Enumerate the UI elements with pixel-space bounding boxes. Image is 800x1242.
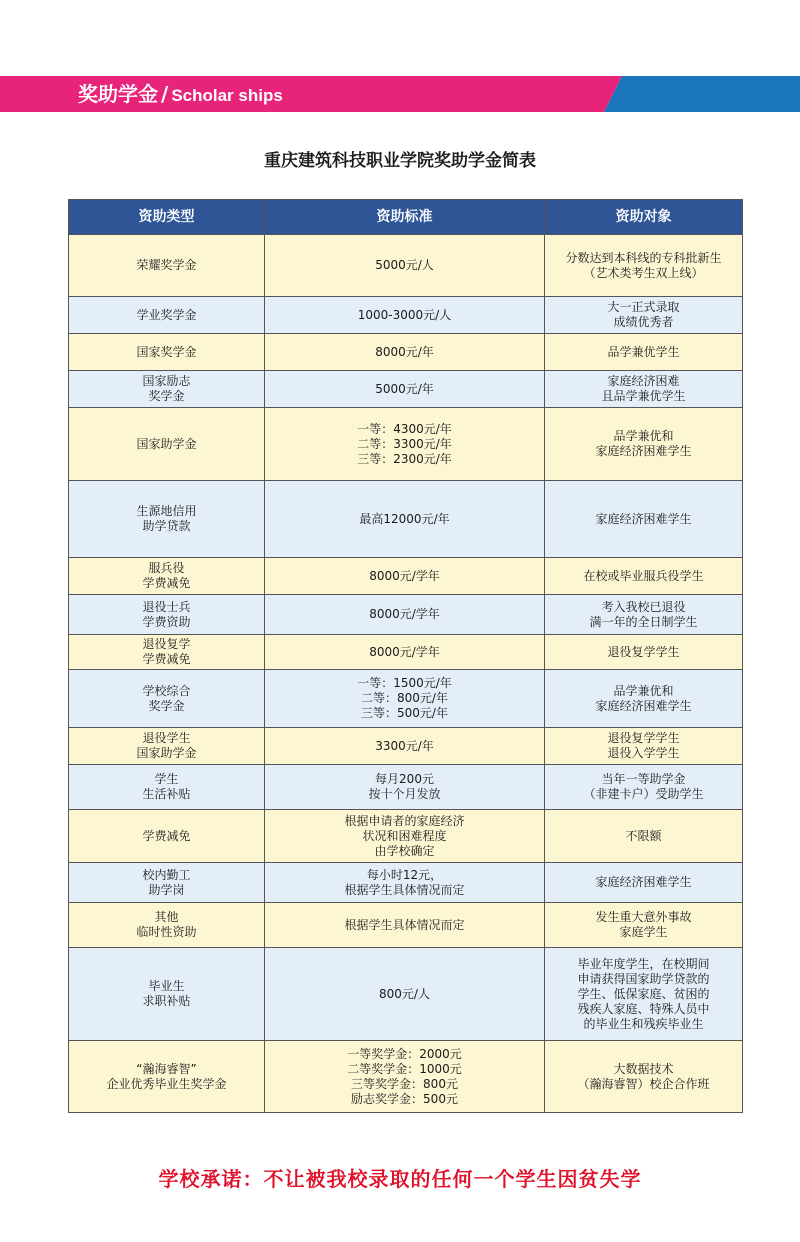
header-target: 资助对象 bbox=[545, 200, 743, 235]
cell-line: 8000元/学年 bbox=[369, 607, 440, 621]
cell-line: 最高12000元/年 bbox=[359, 511, 450, 526]
cell-line: 学费资助 bbox=[142, 614, 191, 629]
cell-line: 每月200元 bbox=[375, 772, 434, 786]
cell-target bbox=[545, 408, 743, 481]
cell-target bbox=[545, 903, 743, 948]
cell-type bbox=[69, 235, 265, 297]
cell-line: 学生 bbox=[154, 772, 179, 786]
cell-line: 服兵役 bbox=[148, 561, 185, 575]
cell-line: 品学兼优和 bbox=[613, 429, 674, 443]
cell-line: 学业奖学金 bbox=[136, 307, 197, 322]
table-header-row bbox=[69, 200, 743, 235]
cell-target bbox=[545, 765, 743, 810]
cell-line: 8000元/学年 bbox=[369, 568, 440, 583]
cell-standard bbox=[265, 903, 545, 948]
cell-line: 根据申请者的家庭经济 bbox=[344, 813, 465, 828]
cell-target bbox=[545, 558, 743, 595]
banner-title bbox=[78, 76, 283, 112]
cell-line: 奖学金 bbox=[148, 698, 185, 713]
cell-target bbox=[545, 334, 743, 371]
cell-line: 家庭经济困难学生 bbox=[595, 444, 692, 458]
table-row bbox=[69, 1041, 743, 1113]
header-standard: 资助标准 bbox=[265, 200, 545, 235]
cell-line: 残疾人家庭、特殊人员中 bbox=[577, 1001, 710, 1016]
table-row bbox=[69, 635, 743, 670]
cell-line: 家庭经济困难学生 bbox=[595, 875, 692, 889]
school-promise: 学校承诺：不让被我校录取的任何一个学生因贫失学 bbox=[158, 1167, 642, 1191]
table-row bbox=[69, 810, 743, 863]
cell-line: 在校或毕业服兵役学生 bbox=[583, 568, 704, 583]
cell-line: 分数达到本科线的专科批新生 bbox=[565, 250, 722, 265]
table-row bbox=[69, 371, 743, 408]
cell-line: 国家励志 bbox=[142, 374, 191, 388]
cell-line: 8000元/年 bbox=[375, 344, 434, 359]
table-row bbox=[69, 863, 743, 903]
cell-line: 退役复学 bbox=[142, 637, 191, 651]
cell-line: 求职补贴 bbox=[142, 994, 191, 1008]
cell-line: 国家助学金 bbox=[136, 436, 197, 451]
cell-target bbox=[545, 235, 743, 297]
cell-type bbox=[69, 635, 265, 670]
table-body bbox=[69, 235, 743, 1113]
cell-line: 满一年的全日制学生 bbox=[589, 614, 698, 629]
cell-target bbox=[545, 948, 743, 1041]
cell-type bbox=[69, 1041, 265, 1113]
cell-line: 品学兼优学生 bbox=[607, 344, 680, 359]
cell-line: 校内勤工 bbox=[142, 867, 191, 882]
banner-blue-band bbox=[604, 76, 800, 112]
cell-line: 3300元/年 bbox=[375, 738, 434, 753]
cell-line: 生活补贴 bbox=[142, 787, 191, 801]
page-title: 重庆建筑科技职业学院奖助学金简表 bbox=[264, 151, 536, 171]
table-row bbox=[69, 670, 743, 728]
cell-line: 学费减免 bbox=[142, 828, 191, 843]
cell-target bbox=[545, 1041, 743, 1113]
cell-line: 当年一等助学金 bbox=[601, 772, 686, 786]
table-row bbox=[69, 334, 743, 371]
cell-target bbox=[545, 670, 743, 728]
cell-line: 三等：2300元/年 bbox=[357, 451, 452, 466]
cell-standard bbox=[265, 558, 545, 595]
table-row bbox=[69, 235, 743, 297]
cell-line: 品学兼优和 bbox=[613, 683, 674, 698]
cell-line: 一等奖学金：2000元 bbox=[347, 1046, 462, 1061]
cell-line: （非建卡户）受助学生 bbox=[583, 787, 704, 801]
cell-line: 一等：4300元/年 bbox=[357, 421, 452, 436]
table-row bbox=[69, 948, 743, 1041]
cell-standard bbox=[265, 235, 545, 297]
cell-line: 的毕业生和残疾毕业生 bbox=[583, 1016, 704, 1031]
cell-type bbox=[69, 595, 265, 635]
cell-type bbox=[69, 903, 265, 948]
cell-line: 助学贷款 bbox=[142, 519, 191, 533]
cell-line: 申请获得国家助学贷款的 bbox=[577, 971, 710, 986]
cell-line: 三等奖学金：800元 bbox=[351, 1076, 458, 1091]
cell-line: 家庭经济困难 bbox=[607, 374, 680, 388]
cell-line: 5000元/年 bbox=[375, 381, 434, 396]
table-row bbox=[69, 765, 743, 810]
cell-line: 成绩优秀者 bbox=[613, 315, 674, 329]
table-row bbox=[69, 408, 743, 481]
cell-line: 家庭学生 bbox=[619, 925, 668, 939]
table-row bbox=[69, 481, 743, 558]
cell-line: 由学校确定 bbox=[374, 843, 435, 858]
cell-line: （瀚海睿智）校企合作班 bbox=[577, 1076, 710, 1091]
cell-target bbox=[545, 481, 743, 558]
cell-standard bbox=[265, 948, 545, 1041]
table-row bbox=[69, 903, 743, 948]
cell-line: 状况和困难程度 bbox=[362, 828, 447, 843]
cell-line: 根据学生具体情况而定 bbox=[344, 882, 465, 897]
cell-line: 8000元/学年 bbox=[369, 644, 440, 659]
cell-standard bbox=[265, 635, 545, 670]
cell-type bbox=[69, 863, 265, 903]
cell-standard bbox=[265, 670, 545, 728]
cell-standard bbox=[265, 595, 545, 635]
table-row bbox=[69, 558, 743, 595]
grants-table bbox=[68, 199, 743, 1113]
table-row bbox=[69, 297, 743, 334]
cell-line: 其他 bbox=[154, 910, 179, 924]
cell-line: 学费减免 bbox=[142, 652, 191, 666]
cell-standard bbox=[265, 297, 545, 334]
cell-target bbox=[545, 863, 743, 903]
cell-line: 二等奖学金：1000元 bbox=[347, 1061, 462, 1076]
table-row bbox=[69, 728, 743, 765]
cell-line: 一等：1500元/年 bbox=[357, 676, 452, 690]
cell-type bbox=[69, 765, 265, 810]
cell-line: 退役士兵 bbox=[142, 599, 191, 614]
cell-standard bbox=[265, 810, 545, 863]
cell-standard bbox=[265, 334, 545, 371]
cell-line: 企业优秀毕业生奖学金 bbox=[106, 1076, 227, 1091]
cell-standard bbox=[265, 371, 545, 408]
cell-line: （艺术类考生双上线） bbox=[583, 265, 704, 280]
cell-type bbox=[69, 670, 265, 728]
cell-line: 学生、低保家庭、贫困的 bbox=[577, 986, 710, 1001]
cell-line: “瀚海睿智” bbox=[136, 1061, 197, 1076]
cell-line: 助学岗 bbox=[148, 882, 185, 897]
cell-line: 励志奖学金：500元 bbox=[351, 1091, 458, 1106]
cell-type bbox=[69, 371, 265, 408]
cell-line: 荣耀奖学金 bbox=[136, 258, 197, 272]
banner-title-en: Scholar ships bbox=[171, 86, 283, 105]
cell-line: 不限额 bbox=[625, 828, 662, 843]
cell-line: 毕业生 bbox=[148, 979, 185, 993]
cell-line: 二等：3300元/年 bbox=[357, 436, 452, 451]
cell-target bbox=[545, 297, 743, 334]
cell-line: 临时性资助 bbox=[136, 925, 197, 939]
cell-target bbox=[545, 371, 743, 408]
cell-type bbox=[69, 408, 265, 481]
cell-type bbox=[69, 810, 265, 863]
table-row bbox=[69, 595, 743, 635]
cell-line: 且品学兼优学生 bbox=[601, 389, 686, 403]
cell-target bbox=[545, 810, 743, 863]
cell-line: 毕业年度学生，在校期间 bbox=[577, 956, 710, 971]
cell-line: 退役学生 bbox=[142, 731, 191, 745]
cell-standard bbox=[265, 728, 545, 765]
cell-line: 三等：500元/年 bbox=[361, 706, 448, 720]
cell-line: 大一正式录取 bbox=[607, 300, 680, 314]
cell-type bbox=[69, 481, 265, 558]
cell-target bbox=[545, 728, 743, 765]
cell-standard bbox=[265, 481, 545, 558]
cell-type bbox=[69, 948, 265, 1041]
cell-line: 国家助学金 bbox=[136, 746, 197, 760]
cell-target bbox=[545, 635, 743, 670]
cell-line: 退役复学学生 bbox=[607, 731, 680, 745]
cell-line: 按十个月发放 bbox=[368, 787, 441, 801]
cell-line: 二等：800元/年 bbox=[361, 691, 448, 705]
cell-target bbox=[545, 595, 743, 635]
banner-separator: / bbox=[161, 82, 169, 106]
cell-type bbox=[69, 558, 265, 595]
cell-line: 退役复学学生 bbox=[607, 644, 680, 659]
cell-line: 考入我校已退役 bbox=[601, 599, 686, 614]
cell-line: 生源地信用 bbox=[136, 504, 197, 518]
section-banner bbox=[0, 76, 800, 112]
header-type: 资助类型 bbox=[69, 200, 265, 235]
cell-line: 家庭经济困难学生 bbox=[595, 511, 692, 526]
cell-line: 发生重大意外事故 bbox=[595, 910, 692, 924]
cell-standard bbox=[265, 1041, 545, 1113]
cell-line: 退役入学学生 bbox=[607, 746, 680, 760]
cell-standard bbox=[265, 408, 545, 481]
cell-standard bbox=[265, 863, 545, 903]
cell-line: 800元/人 bbox=[379, 986, 430, 1001]
cell-line: 家庭经济困难学生 bbox=[595, 698, 692, 713]
cell-line: 5000元/人 bbox=[375, 258, 434, 272]
cell-standard bbox=[265, 765, 545, 810]
cell-line: 大数据技术 bbox=[613, 1061, 674, 1076]
cell-line: 国家奖学金 bbox=[136, 344, 197, 359]
cell-line: 学校综合 bbox=[142, 683, 191, 698]
banner-title-cn: 奖助学金 bbox=[78, 82, 158, 106]
cell-type bbox=[69, 334, 265, 371]
cell-line: 根据学生具体情况而定 bbox=[344, 917, 465, 932]
cell-line: 每小时12元， bbox=[366, 867, 443, 882]
cell-line: 奖学金 bbox=[148, 389, 185, 403]
cell-line: 1000-3000元/人 bbox=[357, 307, 452, 322]
cell-type bbox=[69, 297, 265, 334]
cell-line: 学费减免 bbox=[142, 576, 191, 590]
cell-type bbox=[69, 728, 265, 765]
